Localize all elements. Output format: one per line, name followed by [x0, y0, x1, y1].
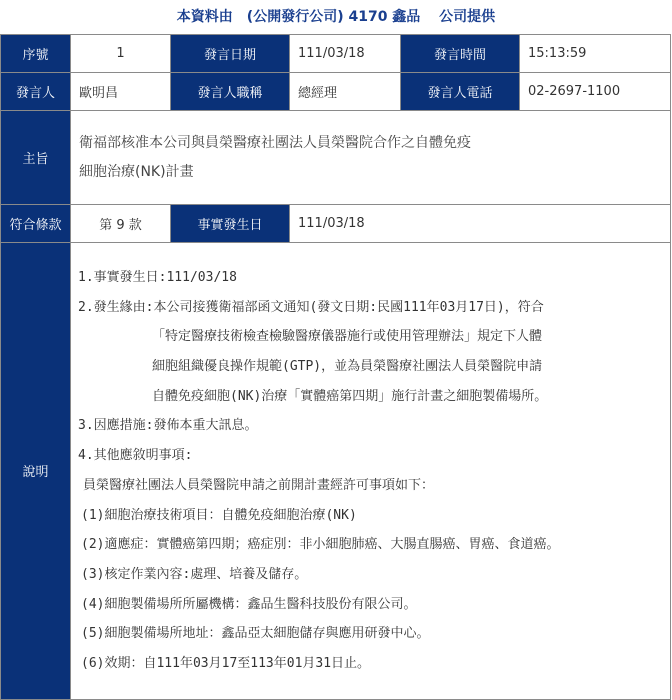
sequence-label: 序號 [1, 35, 71, 73]
description-line: (6)效期：自111年03月17至113年01月31日止。 [81, 655, 371, 671]
clause-label: 符合條款 [1, 205, 71, 243]
description-line: (2)適應症：實體癌第四期；癌症別：非小細胞肺癌、大腸直腸癌、胃癌、食道癌。 [81, 537, 560, 553]
subject-line-2: 細胞治療(NK)計畫 [79, 163, 194, 180]
description-line: (3)核定作業內容:處理、培養及儲存。 [81, 566, 308, 582]
table-row [1, 205, 671, 243]
description-line: (5)細胞製備場所地址：鑫品亞太細胞儲存與應用研發中心。 [81, 626, 430, 642]
event-date-label: 事實發生日 [171, 205, 290, 243]
description-line: 自體免疫細胞(NK)治療「實體癌第四期」施行計畫之細胞製備場所。 [152, 388, 548, 404]
table-row [1, 111, 671, 205]
table-row [1, 243, 671, 700]
announce-time-value: 15:13:59 [520, 35, 671, 73]
speaker-title-label: 發言人職稱 [171, 73, 290, 111]
speaker-phone-label: 發言人電話 [401, 73, 520, 111]
announce-date-value: 111/03/18 [290, 35, 401, 73]
description-line: (1)細胞治療技術項目：自體免疫細胞治療(NK) [81, 507, 357, 523]
description-line: 1.事實發生日:111/03/18 [78, 270, 237, 285]
subject-text [71, 117, 670, 199]
description-label: 說明 [1, 243, 71, 700]
description-line: 員榮醫療社團法人員榮醫院申請之前開計畫經許可事項如下： [83, 477, 435, 493]
subject-label: 主旨 [1, 111, 71, 205]
description-line: (4)細胞製備場所所屬機構：鑫品生醫科技股份有限公司。 [81, 596, 417, 612]
table-row [1, 73, 671, 111]
description-line: 3.因應措施:發佈本重大訊息。 [78, 418, 258, 434]
announce-time-label: 發言時間 [401, 35, 520, 73]
description-line: 2.發生緣由:本公司接獲衛福部函文通知(發文日期:民國111年03月17日)，符合 [78, 299, 544, 315]
description-line: 細胞組織優良操作規範(GTP)，並為員榮醫療社團法人員榮醫院申請 [152, 359, 543, 375]
event-date-value: 111/03/18 [290, 205, 671, 243]
description-cell [71, 243, 671, 700]
speaker-value: 歐明昌 [71, 73, 171, 111]
page-header: 本資料由 (公開發行公司) 4170 鑫品 公司提供 [176, 9, 496, 25]
table-row [1, 35, 671, 73]
description-text [71, 243, 670, 699]
speaker-phone-value: 02-2697-1100 [520, 73, 671, 111]
description-line: 「特定醫療技術檢查檢驗醫療儀器施行或使用管理辦法」規定下人體 [152, 329, 543, 345]
subject-line-1: 衛福部核准本公司與員榮醫療社團法人員榮醫院合作之自體免疫 [79, 134, 471, 151]
announce-date-label: 發言日期 [171, 35, 290, 73]
description-line: 4.其他應敘明事項: [78, 448, 193, 464]
clause-value: 第 9 款 [71, 205, 171, 243]
announcement-table [0, 34, 671, 700]
sequence-value: 1 [71, 35, 171, 73]
speaker-title-value: 總經理 [290, 73, 401, 111]
subject-cell [71, 111, 671, 205]
speaker-label: 發言人 [1, 73, 71, 111]
